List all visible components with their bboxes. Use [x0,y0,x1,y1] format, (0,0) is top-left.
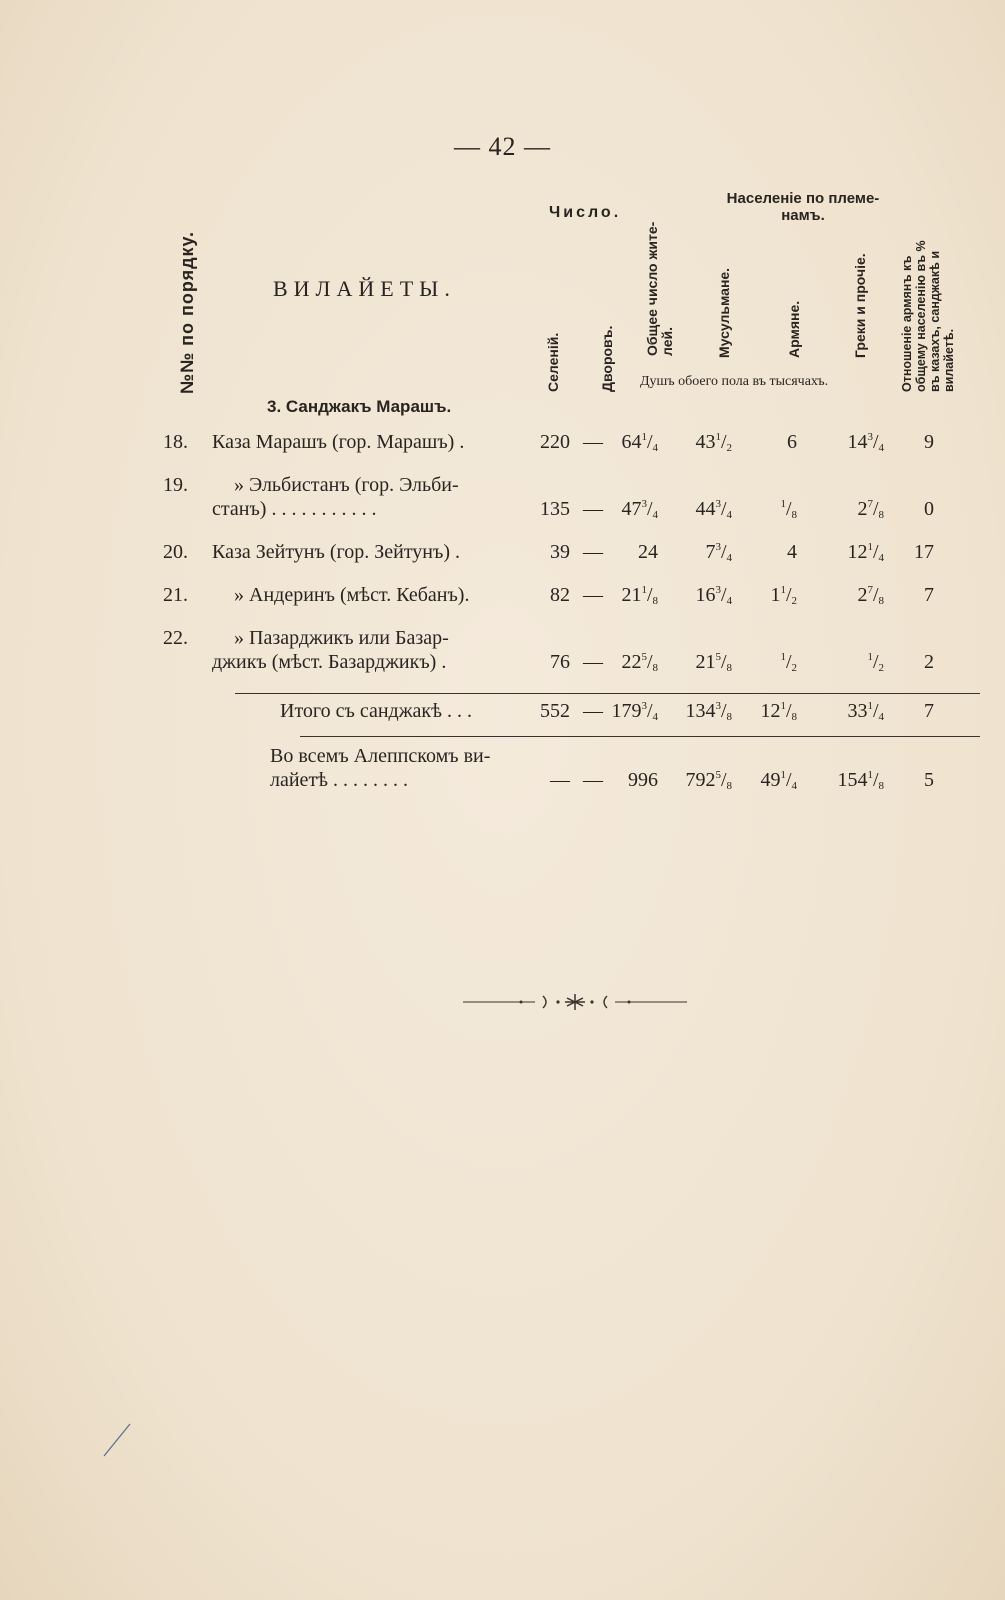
villages-cell: 135 [540,498,570,520]
greeks-cell-slash: / [872,769,879,791]
yards-cell: — [583,498,603,520]
muslims-cell-slash: / [720,651,727,673]
total-cell-whole: 22 [621,651,642,673]
greeks-cell-slash: / [872,498,879,520]
ratio-cell: 2 [924,651,934,673]
muslims-cell-denominator: 8 [726,711,732,723]
total-cell [621,498,658,521]
greeks-cell [847,431,884,454]
villages-cell: 82 [550,584,570,606]
vilayet-total-label-line: лайетѣ . . . . . . . . [270,769,409,791]
muslims-cell-whole: 7 [705,541,716,563]
greeks-cell-numerator: 1 [867,700,873,712]
vilayet-name-line: джикъ (мѣст. Базарджикъ) . [212,651,447,673]
muslims-cell-slash: / [720,498,727,520]
row-number: 20. [163,541,188,563]
vilayet-name-line: » Эльбистанъ (гор. Эльби- [234,474,459,496]
muslims-cell [695,584,732,607]
ratio-header: Отношеніе армянъ къ общему населенію въ % въ казахъ, санджакѣ и вилайетѣ. [900,240,956,392]
total-cell-whole: 179 [611,700,642,722]
yards-cell: — [583,431,603,453]
total-cell-whole: 24 [638,541,658,563]
yards-cell: — [583,584,603,606]
total-cell-slash: / [646,651,653,673]
greeks-cell-slash: / [872,700,879,722]
row-number-header: №№ по порядку. [177,231,197,394]
total-cell-numerator: 5 [641,651,647,663]
sanjak-total-label: Итого съ санджакѣ . . . [280,700,472,722]
muslims-cell-numerator: 5 [715,769,721,781]
muslims-cell-denominator: 2 [726,442,732,454]
armenians-cell [780,651,797,674]
greeks-cell-denominator: 4 [878,552,884,564]
total-cell-numerator: 1 [641,584,647,596]
ratio-cell: 0 [924,498,934,520]
greeks-cell-whole: 154 [837,769,868,791]
yards-header: Дворовъ. [599,325,615,392]
muslims-cell-numerator: 3 [715,498,721,510]
armenians-cell-slash: / [785,651,792,673]
greeks-cell-denominator: 4 [878,711,884,723]
armenians-cell-denominator: 4 [791,780,797,792]
total-cell-numerator: 3 [641,498,647,510]
armenians-cell [770,584,797,607]
muslims-cell-numerator: 3 [715,700,721,712]
muslims-cell [695,651,732,674]
armenians-cell-numerator: 1 [780,498,786,510]
greeks-cell-slash: / [872,541,879,563]
row-number: 22. [163,627,188,649]
count-header: Число. [549,204,622,221]
total-top-rule [235,693,980,694]
greeks-cell-denominator: 8 [878,509,884,521]
armenians-cell-whole: 4 [787,541,797,563]
total-cell-slash: / [646,498,653,520]
total-cell [611,700,658,723]
muslims-cell-slash: / [720,700,727,722]
armenians-cell-whole: 49 [760,769,781,791]
total-cell-slash: / [646,584,653,606]
greeks-cell-slash: / [872,431,879,453]
armenians-cell-slash: / [785,700,792,722]
vilayet-name-line: » Пазарджикъ или Базар- [234,627,449,649]
ratio-cell: 17 [914,541,934,563]
vilayet-total-label-line: Во всемъ Алеппскомъ ви- [270,745,491,767]
villages-cell: 552 [540,700,570,722]
greeks-cell-denominator: 8 [878,780,884,792]
muslims-cell [705,541,732,564]
muslims-cell-slash: / [720,769,727,791]
armenians-cell-slash: / [785,498,792,520]
total-cell-whole: 64 [621,431,642,453]
total-inhabitants-header: Общее число жите- лей. [644,221,675,356]
greeks-cell [857,498,884,521]
muslims-cell-numerator: 5 [715,651,721,663]
greeks-cell-denominator: 8 [878,595,884,607]
armenians-cell-slash: / [785,769,792,791]
greeks-cell-denominator: 4 [878,442,884,454]
armenians-cell-denominator: 2 [791,662,797,674]
armenians-header: Армяне. [786,300,802,358]
greeks-cell-numerator: 7 [867,584,873,596]
muslims-cell-whole: 43 [695,431,716,453]
muslims-cell [685,700,732,723]
armenians-cell-slash: / [785,584,792,606]
total-cell-denominator: 4 [652,711,658,723]
total-cell [638,541,658,564]
greeks-cell-slash: / [872,584,879,606]
armenians-cell-denominator: 2 [791,595,797,607]
ornament-divider [463,992,687,1012]
greeks-cell-slash: / [872,651,879,673]
total-cell [621,651,658,674]
muslims-cell [695,498,732,521]
greeks-cell [867,651,884,674]
total-cell-whole: 21 [621,584,642,606]
yards-cell: — [583,700,603,722]
yards-cell: — [583,541,603,563]
souls-unit-label: Душъ обоего пола въ тысячахъ. [640,374,829,389]
greeks-cell-numerator: 3 [867,431,873,443]
greeks-cell-whole: 2 [857,498,868,520]
muslims-cell-numerator: 3 [715,584,721,596]
armenians-cell-denominator: 8 [791,509,797,521]
greeks-cell-whole: 14 [847,431,868,453]
total-cell-denominator: 8 [652,662,658,674]
greeks-cell [837,769,884,792]
row-number: 19. [163,474,188,496]
muslims-cell-denominator: 4 [726,595,732,607]
armenians-cell-numerator: 1 [780,651,786,663]
greeks-cell-numerator: 1 [867,769,873,781]
population-by-tribe-header: Населеніе по племе- намъ. [726,190,880,224]
ratio-cell: 7 [924,700,934,722]
total-cell-denominator: 8 [652,595,658,607]
armenians-cell-numerator: 1 [780,700,786,712]
total-cell-whole: 996 [628,769,658,791]
greeks-header: Греки и прочіе. [852,253,868,358]
muslims-cell-whole: 792 [685,769,716,791]
armenians-cell-numerator: 1 [780,769,786,781]
armenians-cell [780,498,797,521]
muslims-cell-whole: 134 [685,700,716,722]
greeks-cell-denominator: 2 [878,662,884,674]
greeks-cell-numerator: 1 [867,541,873,553]
vilayet-name-line: станъ) . . . . . . . . . . . [212,498,377,520]
armenians-cell-numerator: 1 [780,584,786,596]
greeks-cell-numerator: 1 [867,651,873,663]
yards-cell: — [583,651,603,673]
page-number: — 42 — [454,132,551,161]
ratio-cell: 5 [924,769,934,791]
muslims-cell-slash: / [720,541,727,563]
armenians-cell [787,541,797,564]
total-cell-numerator: 3 [641,700,647,712]
vilayet-name-line: » Андеринъ (мѣст. Кебанъ). [234,584,470,606]
total-cell-slash: / [646,700,653,722]
muslims-cell [695,431,732,454]
villages-cell: 76 [550,651,570,673]
ratio-cell: 9 [924,431,934,453]
muslims-cell-denominator: 4 [726,509,732,521]
section-title: 3. Санджакъ Марашъ. [267,397,452,416]
total-cell [621,431,658,454]
muslims-cell-slash: / [720,584,727,606]
armenians-cell-denominator: 8 [791,711,797,723]
armenians-cell [760,700,797,723]
armenians-cell [760,769,797,792]
greeks-cell [847,541,884,564]
villages-cell: — [550,769,570,791]
vilayet-name-line: Каза Зейтунъ (гор. Зейтунъ) . [212,541,460,563]
muslims-cell-whole: 44 [695,498,716,520]
vilayet-name-line: Каза Марашъ (гор. Марашъ) . [212,431,465,453]
total-cell-numerator: 1 [641,431,647,443]
greeks-cell [847,700,884,723]
pencil-mark [100,1420,140,1460]
greeks-cell [857,584,884,607]
villages-cell: 39 [550,541,570,563]
total-cell [621,584,658,607]
total-cell-denominator: 4 [652,442,658,454]
villages-header: Селеній. [545,332,561,392]
muslims-cell-denominator: 4 [726,552,732,564]
total-bottom-rule [300,736,980,737]
vilayets-header: ВИЛАЙЕТЫ. [273,276,456,301]
muslims-cell-numerator: 3 [715,541,721,553]
muslims-cell [685,769,732,792]
total-cell-denominator: 4 [652,509,658,521]
row-number: 18. [163,431,188,453]
muslims-cell-whole: 21 [695,651,716,673]
armenians-cell-whole: 1 [770,584,781,606]
muslims-cell-whole: 16 [695,584,716,606]
villages-cell: 220 [540,431,570,453]
muslims-cell-denominator: 8 [726,662,732,674]
muslims-cell-slash: / [720,431,727,453]
greeks-cell-whole: 33 [847,700,868,722]
armenians-cell [787,431,797,454]
armenians-cell-whole: 12 [760,700,781,722]
greeks-cell-whole: 12 [847,541,868,563]
ratio-cell: 7 [924,584,934,606]
muslims-header: Мусульмане. [716,267,732,358]
row-number: 21. [163,584,188,606]
greeks-cell-numerator: 7 [867,498,873,510]
muslims-cell-numerator: 1 [715,431,721,443]
total-cell-whole: 47 [621,498,642,520]
greeks-cell-whole: 2 [857,584,868,606]
armenians-cell-whole: 6 [787,431,797,453]
total-cell-slash: / [646,431,653,453]
muslims-cell-denominator: 8 [726,780,732,792]
total-cell [628,769,658,792]
yards-cell: — [583,769,603,791]
